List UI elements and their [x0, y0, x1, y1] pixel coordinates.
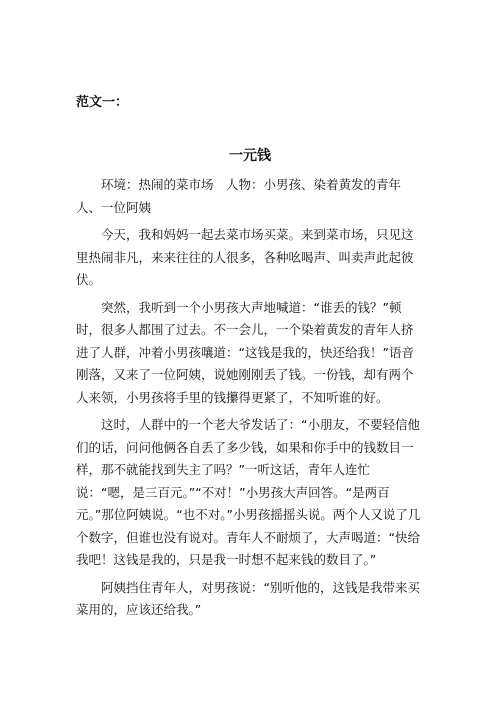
essay-title: 一元钱	[229, 148, 271, 164]
paragraph: 突然，我听到一个小男孩大声地喊道：“谁丢的钱？”顿时，很多人都围了过去。不一会儿，一个染着黄发的青年人挤进了人群，冲着小男孩嚷道：“这钱是我的，快还给我！”语音刚落，又来了一位阿姨，说她刚刚丢了钱。一份钱，却有两个人来领，小男孩将手里的钱攥得更紧了，不知听谁的好。	[76, 299, 414, 405]
paragraph: 阿姨挡住青年人，对男孩说：“别听他的，这钱是我带来买菜用的，应该还给我。”	[76, 579, 420, 617]
paragraph: 今天，我和妈妈一起去菜市场买菜。来到菜市场，只见这里热闹非凡，来来往往的人很多，各种吆喝声、叫卖声此起彼伏。	[76, 227, 414, 287]
essay-body	[76, 174, 424, 627]
paragraph-setting: 环境：热闹的菜市场 人物：小男孩、染着黄发的青年人、一位阿姨	[76, 177, 402, 215]
section-label: 范文一：	[76, 95, 129, 110]
paragraph: 这时，人群中的一个老大爷发话了：“小朋友，不要轻信他们的话，问问他俩各自丢了多少钱，如果和你手中的钱数目一样，那不就能找到失主了吗？”一听这话，青年人连忙说：“嗯，是三百元。”“不对！”小男孩大声回答。“是两百元。”那位阿姨说。“也不对。”小男孩摇摇头说。两个人又说了几个数字，但谁也没有说对。青年人不耐烦了，大声喝道：“快给我吧！这钱是我的，只是我一时想不起来钱的数目了。”	[76, 417, 421, 567]
